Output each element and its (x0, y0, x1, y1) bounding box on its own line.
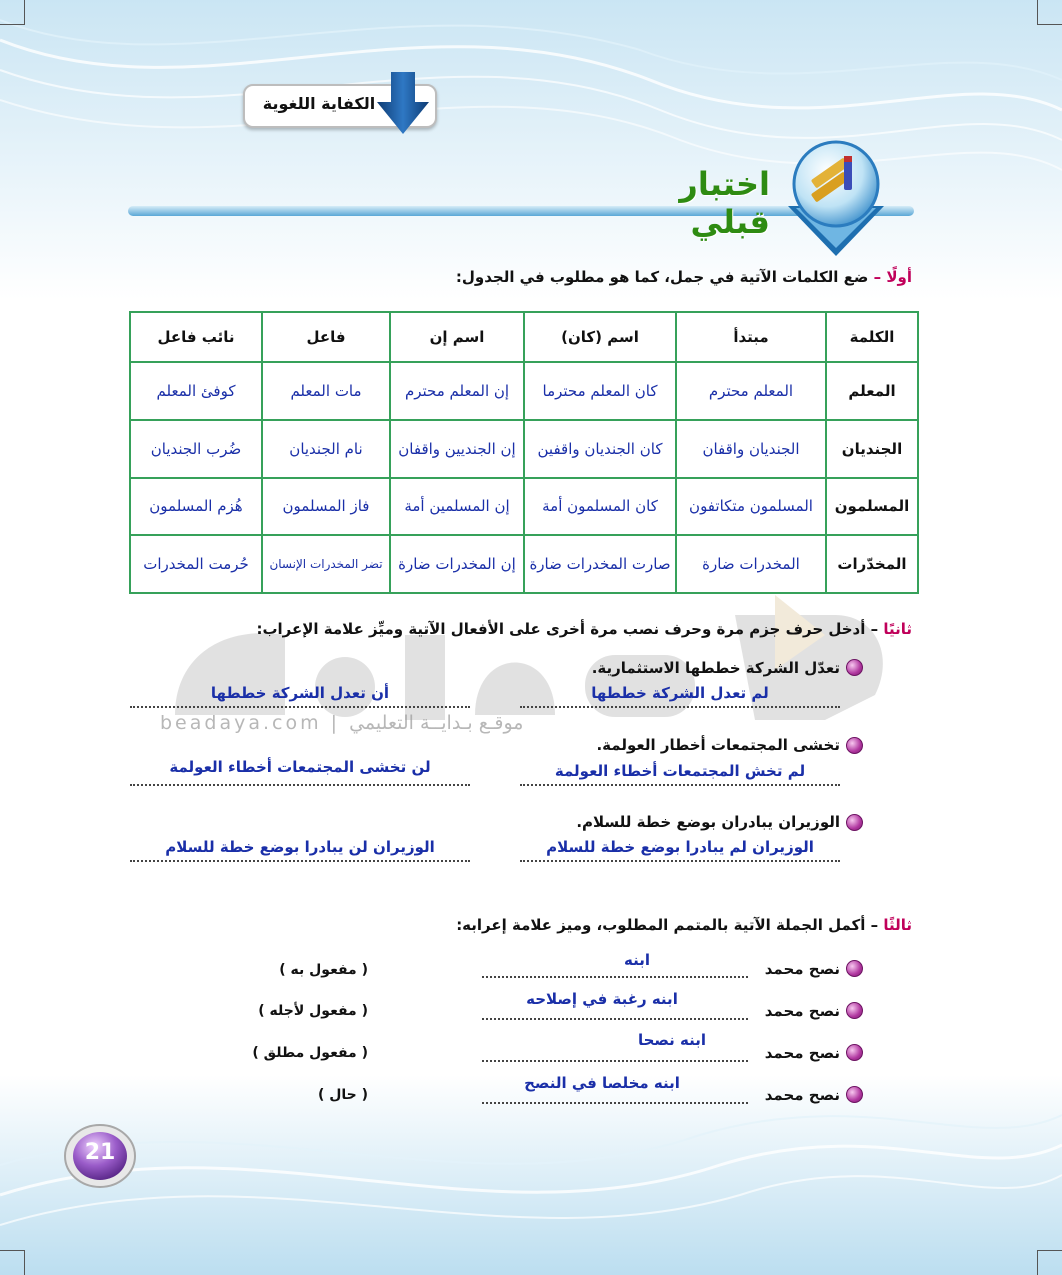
answer-line (520, 860, 840, 862)
section1-number: أولًا – (873, 268, 912, 286)
section3-heading (456, 916, 912, 934)
table-cell: المخدرات ضارة (676, 535, 826, 593)
table-row (130, 420, 918, 478)
grammar-label: ( مفعول به ) (279, 962, 368, 978)
bullet-icon (846, 960, 863, 977)
completion-answer: ابنه نصحا (637, 1031, 707, 1049)
answer-line (482, 1060, 748, 1062)
nasb-answer: الوزيران لن يبادرا بوضع خطة للسلام (165, 838, 435, 856)
table-header-cell: اسم (كان) (524, 312, 676, 362)
badge-label: الكفاية اللغوية (262, 94, 376, 113)
bullet-icon (846, 659, 863, 676)
sentence-prefix: نصح محمد (764, 1002, 840, 1020)
bullet-icon (846, 1086, 863, 1103)
table-header-cell: اسم إن (390, 312, 524, 362)
parsing-table (129, 311, 919, 594)
table-row (130, 535, 918, 593)
answer-line (130, 860, 470, 862)
table-cell: تضر المخدرات الإنسان (262, 535, 390, 593)
answer-line (482, 1102, 748, 1104)
table-row-word: المسلمون (826, 478, 918, 536)
table-header-row (130, 312, 918, 362)
section1-instruction: ضع الكلمات الآتية في جمل، كما هو مطلوب في الجدول: (455, 268, 874, 286)
table-row (130, 478, 918, 536)
crop-mark-top-right (1037, 0, 1062, 25)
grammar-label: ( مفعول لأجله ) (258, 1003, 368, 1019)
table-cell: إن الجنديين واقفان (390, 420, 524, 478)
exercise-sentence: الوزيران يبادران بوضع خطة للسلام. (576, 813, 840, 831)
table-cell: ضُرب الجنديان (130, 420, 262, 478)
table-cell: إن المعلم محترم (390, 362, 524, 420)
answer-line (520, 784, 840, 786)
bullet-icon (846, 1002, 863, 1019)
nasb-answer: أن تعدل الشركة خططها (210, 684, 390, 702)
completion-answer: ابنه رغبة في إصلاحه (526, 990, 678, 1008)
table-row-word: الجنديان (826, 420, 918, 478)
sentence-prefix: نصح محمد (764, 960, 840, 978)
down-arrow-icon (377, 72, 429, 134)
section1-heading (456, 268, 912, 286)
section2-instruction: – أدخل حرف جزم مرة وحرف نصب مرة أخرى على الأفعال الآتية وميِّز علامة الإعراب: (256, 620, 884, 638)
section-badge (243, 84, 437, 128)
exercise-sentence: تخشى المجتمعات أخطار العولمة. (596, 736, 840, 754)
watermark-text: beadaya.com | موقـع بـدايــة التعليمي (160, 712, 524, 734)
table-cell: كوفئ المعلم (130, 362, 262, 420)
page-number: 21 (84, 1140, 116, 1165)
table-cell: صارت المخدرات ضارة (524, 535, 676, 593)
table-cell: إن المسلمين أمة (390, 478, 524, 536)
page-title: اختبار قبلي (679, 165, 770, 241)
bullet-icon (846, 737, 863, 754)
pencils-icon (786, 138, 886, 258)
footer-wave-decoration (0, 1075, 1062, 1275)
table-cell: نام الجنديان (262, 420, 390, 478)
table-row-word: المعلم (826, 362, 918, 420)
table-cell: الجنديان واقفان (676, 420, 826, 478)
answer-line (520, 706, 840, 708)
crop-mark-bottom-right (1037, 1250, 1062, 1275)
answer-line (130, 706, 470, 708)
answer-line (482, 1018, 748, 1020)
table-header-cell: مبتدأ (676, 312, 826, 362)
sentence-prefix: نصح محمد (764, 1086, 840, 1104)
answer-line (482, 976, 748, 978)
table-cell: حُرمت المخدرات (130, 535, 262, 593)
table-row-word: المخدّرات (826, 535, 918, 593)
section2-heading (256, 620, 912, 638)
exercise-sentence: تعدّل الشركة خططها الاستثمارية. (591, 659, 840, 677)
nasb-answer: لن تخشى المجتمعات أخطاء العولمة (169, 758, 431, 776)
completion-answer: ابنه مخلصا في النصح (524, 1074, 680, 1092)
table-header-cell: الكلمة (826, 312, 918, 362)
table-cell: كان المعلم محترما (524, 362, 676, 420)
table-cell: كان الجنديان واقفين (524, 420, 676, 478)
table-header-cell: فاعل (262, 312, 390, 362)
crop-mark-bottom-left (0, 1250, 25, 1275)
table-cell: مات المعلم (262, 362, 390, 420)
table-cell: كان المسلمون أمة (524, 478, 676, 536)
crop-mark-top-left (0, 0, 25, 25)
completion-answer: ابنه (624, 951, 650, 969)
jazm-answer: لم تعدل الشركة خططها (591, 684, 769, 702)
grammar-label: ( مفعول مطلق ) (252, 1045, 368, 1061)
grammar-label: ( حال ) (317, 1087, 368, 1103)
table-header-cell: نائب فاعل (130, 312, 262, 362)
table-cell: هُزم المسلمون (130, 478, 262, 536)
table-row (130, 362, 918, 420)
table-cell: فاز المسلمون (262, 478, 390, 536)
section3-number: ثالثًا (883, 916, 912, 934)
jazm-answer: لم تخش المجتمعات أخطاء العولمة (554, 762, 806, 780)
jazm-answer: الوزيران لم يبادرا بوضع خطة للسلام (546, 838, 814, 856)
table-cell: المعلم محترم (676, 362, 826, 420)
table-cell: المسلمون متكاتفون (676, 478, 826, 536)
answer-line (130, 784, 470, 786)
section3-instruction: – أكمل الجملة الآتية بالمتمم المطلوب، وميز علامة إعرابه: (456, 916, 884, 934)
bullet-icon (846, 814, 863, 831)
section2-number: ثانيًا (883, 620, 912, 638)
sentence-prefix: نصح محمد (764, 1044, 840, 1062)
table-cell: إن المخدرات ضارة (390, 535, 524, 593)
